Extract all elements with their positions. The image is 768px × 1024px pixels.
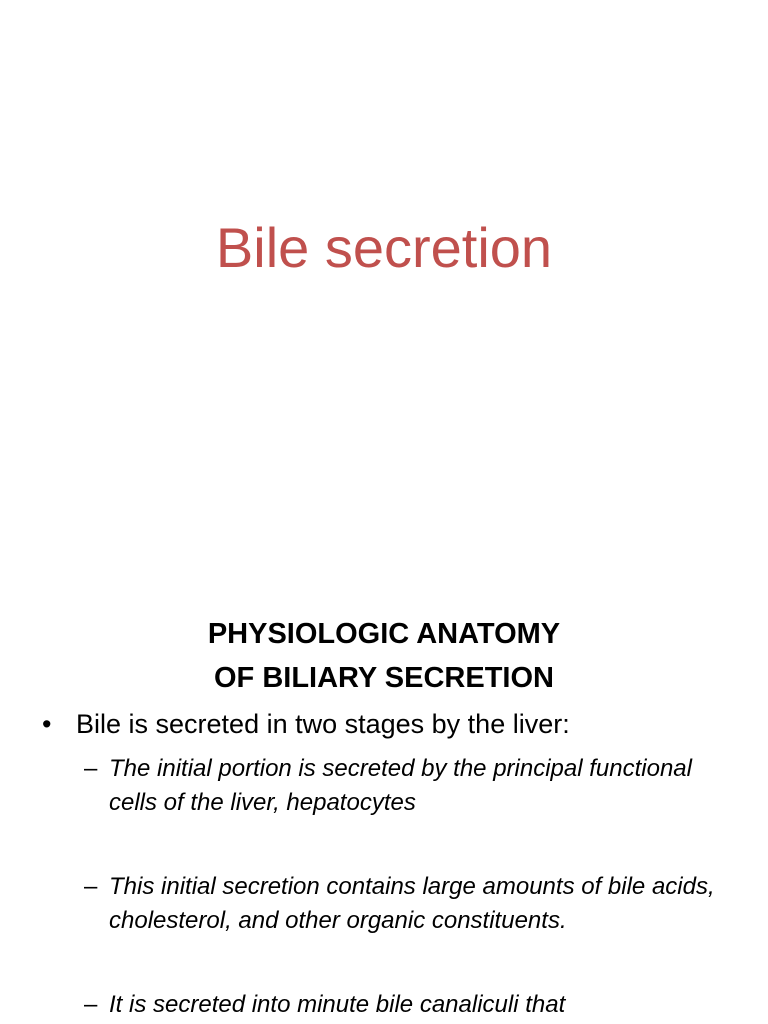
sub-bullet-text: It is secreted into minute bile canaliculi that [109, 991, 566, 1018]
heading-line-2: OF BILIARY SECRETION [214, 662, 554, 694]
sub-bullet-text: This initial secretion contains large amounts of bile acids, cholesterol, and other organic constituents. [109, 873, 715, 934]
bullet-text: Bile is secreted in two stages by the liver: [76, 709, 570, 739]
sub-bullet-text: The initial portion is secreted by the principal functional cells of the liver, hepatocytes [109, 755, 692, 816]
heading-line-1: PHYSIOLOGIC ANATOMY [207, 618, 561, 650]
bullet-marker: • [42, 709, 52, 739]
slide-title: Bile secretion [215, 216, 553, 279]
slide-heading [0, 612, 768, 700]
sub-bullet-marker: – [84, 873, 98, 900]
sub-bullet-marker: – [84, 755, 98, 782]
sub-bullet-marker: – [84, 991, 98, 1018]
content-slide [0, 576, 768, 1024]
